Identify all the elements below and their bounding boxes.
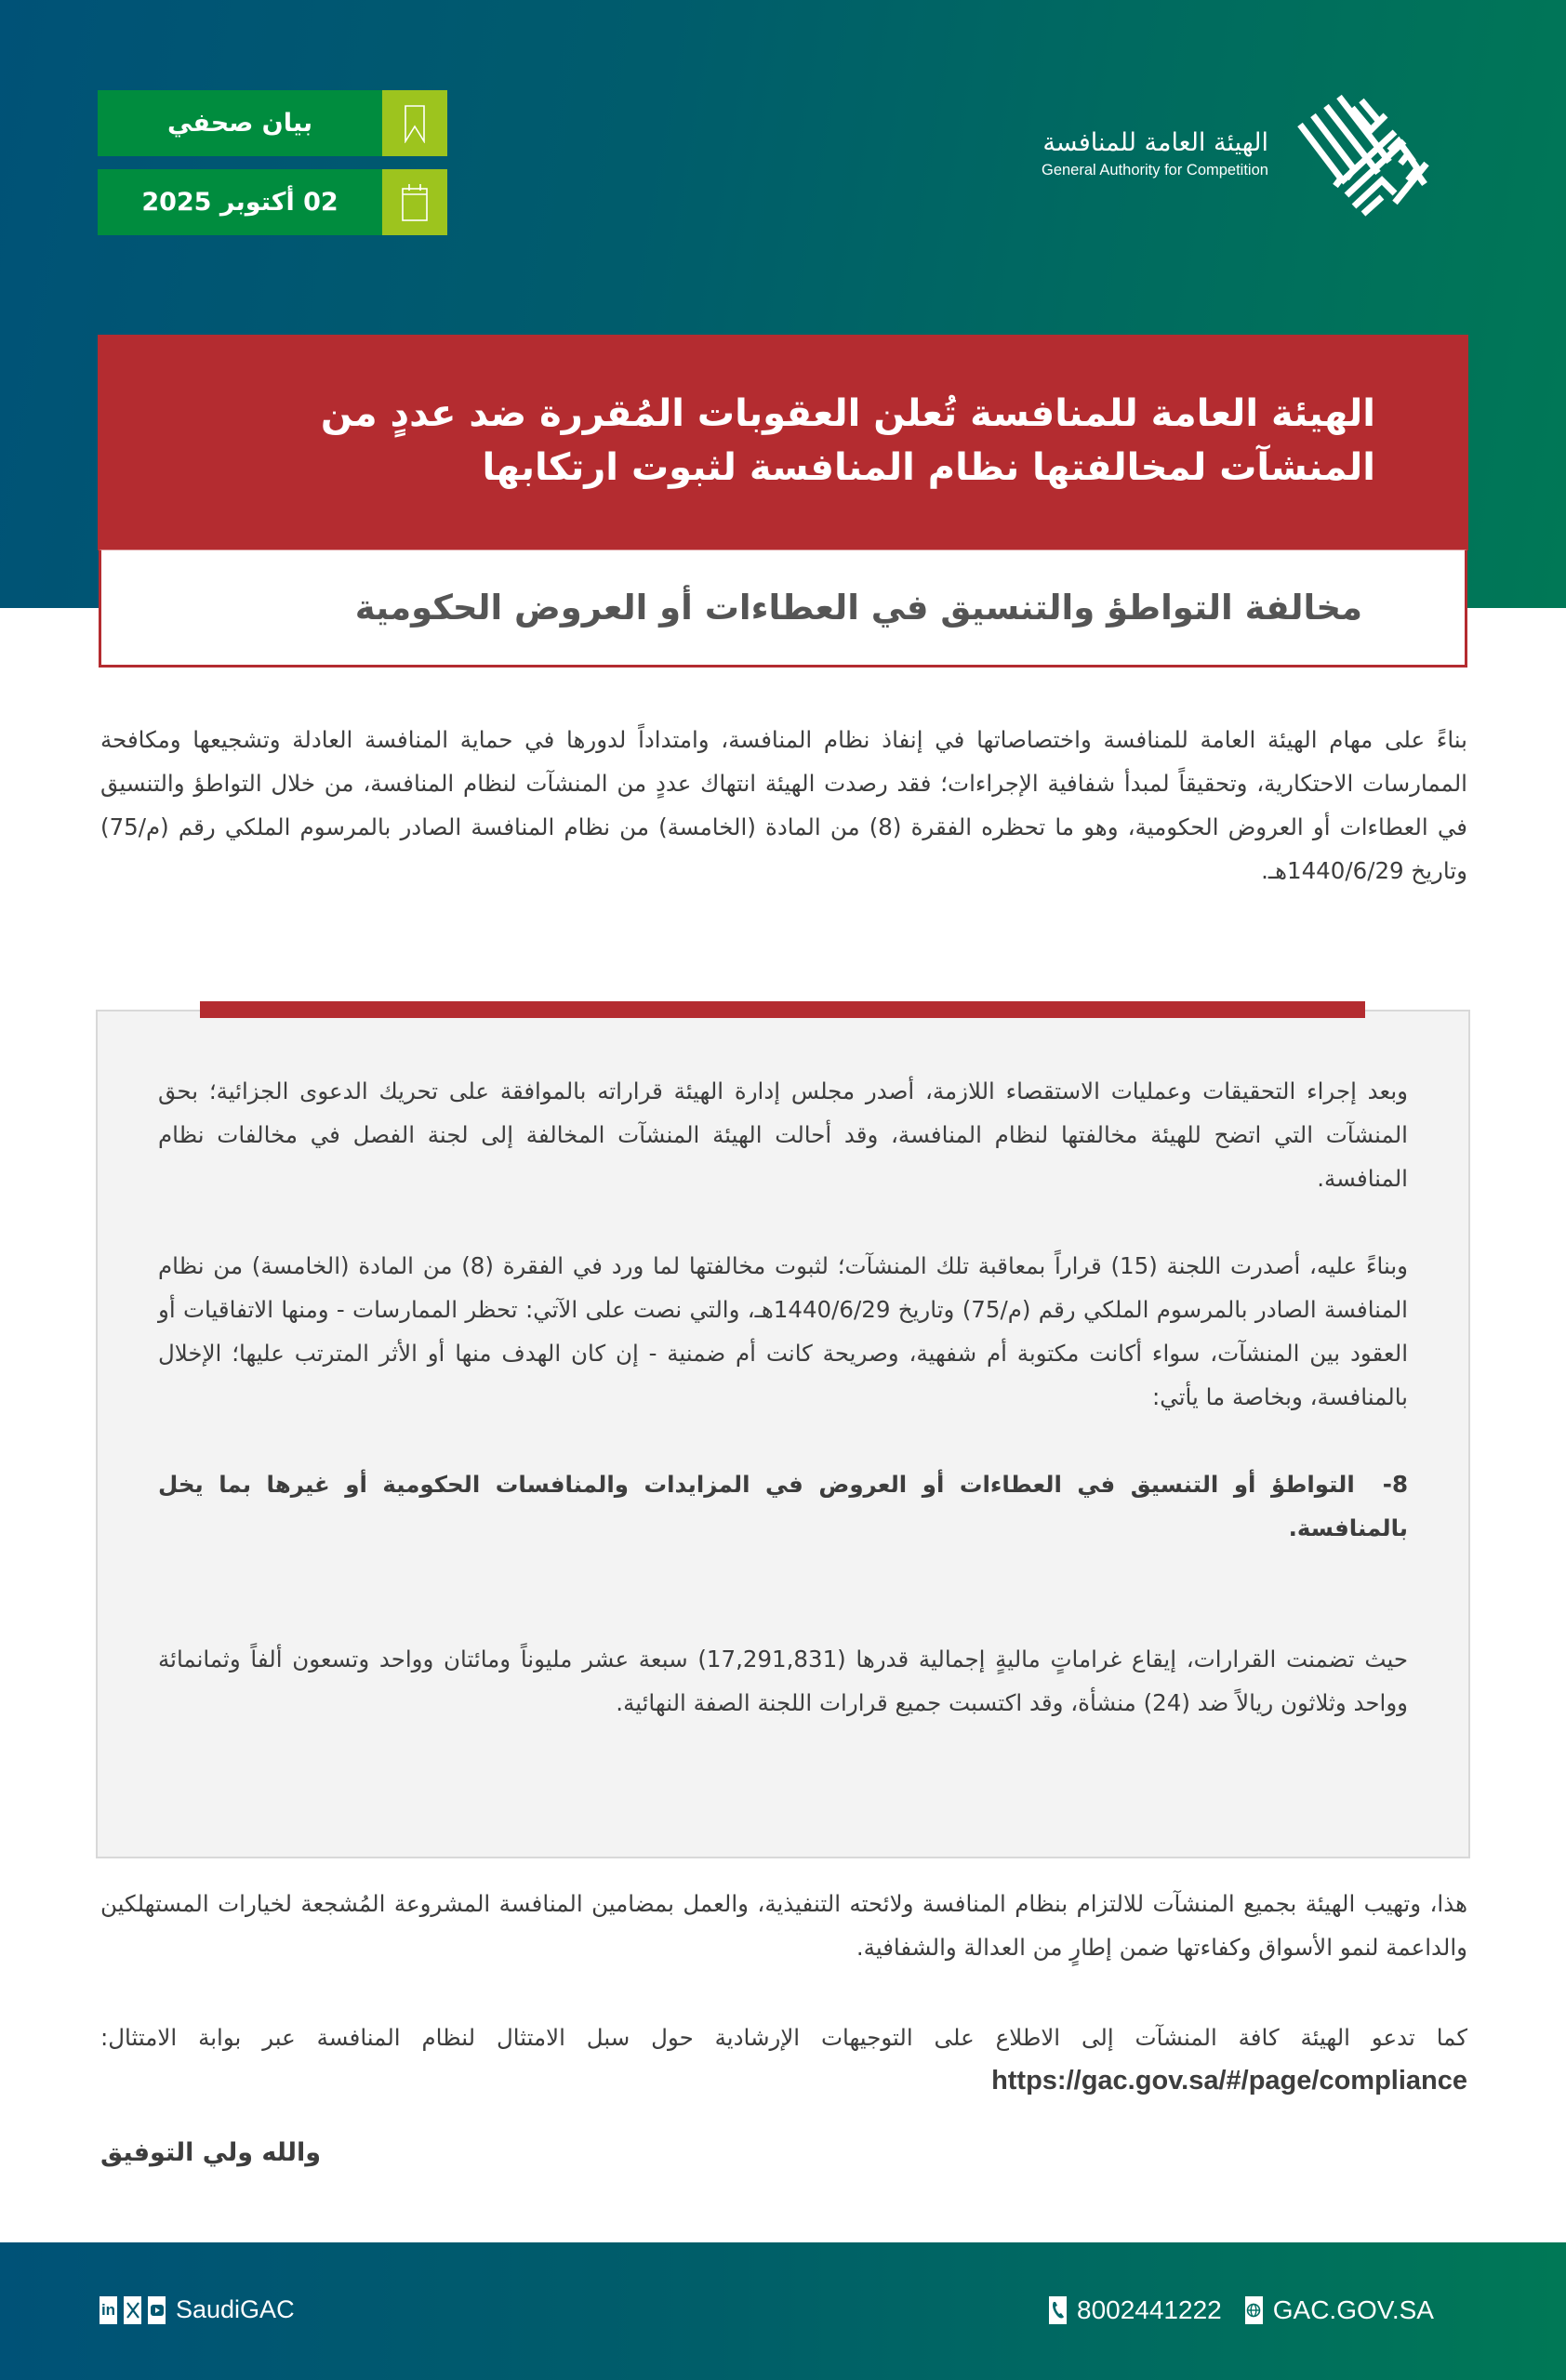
accent-bar (200, 1001, 1365, 1018)
gac-emblem-icon (1285, 89, 1443, 219)
logo-name-en: General Authority for Competition (1042, 162, 1268, 178)
intro-paragraph: بناءً على مهام الهيئة العامة للمنافسة واختصاصاتها في إنفاذ نظام المنافسة، وامتداداً لدورها في حماية المنافسة العادلة وتشجيعها ومكافحة الممارسات الاحتكارية، وتحقيقاً لمبدأ شفافية الإجراءات؛ فقد رصدت الهيئة انتهاك عددٍ من المنشآت لنظام المنافسة، من خلال التواطؤ والتنسيق في العطاءات أو العروض الحكومية، وهو ما تحظره الفقرة (8) من المادة (الخامسة) من نظام المنافسة الصادر بالمرسوم الملكي رقم (م/75) وتاريخ 1440/6/29هـ. (100, 726, 1467, 884)
clause-number: 8- (1382, 1471, 1408, 1498)
globe-icon (1245, 2296, 1263, 2324)
page-title: الهيئة العامة للمنافسة تُعلن العقوبات المُقررة ضد عددٍ من المنشآت لمخالفتها نظام المنافسة لثبوت ارتكابها (320, 392, 1375, 489)
headline-box (98, 335, 1468, 550)
logo-name-ar: الهيئة العامة للمنافسة (1042, 128, 1268, 157)
fines-paragraph: حيث تضمنت القرارات، إيقاع غراماتٍ ماليةٍ إجمالية قدرها (17,291,831) سبعة عشر مليوناً ومائتان وواحد وتسعون ألفاً وثمانمائة وواحد وثلاثون ريالاً ضد (24) منشأة، وقد اكتسبت جميع قرارات اللجنة الصفة النهائية. (158, 1646, 1408, 1716)
signoff: والله ولي التوفيق (100, 2138, 321, 2167)
youtube-icon[interactable] (148, 2296, 166, 2324)
contact-info (1049, 2295, 1457, 2325)
social-links (100, 2295, 295, 2324)
social-handle[interactable]: SaudiGAC (176, 2295, 295, 2323)
x-icon[interactable] (124, 2296, 141, 2324)
page-subtitle: مخالفة التواطؤ والتنسيق في العطاءات أو العروض الحكومية (354, 588, 1362, 628)
details-box (96, 1010, 1470, 1858)
subtitle-box (99, 549, 1467, 668)
date-tag (98, 169, 447, 235)
date-label: 02 أكتوبر 2025 (98, 169, 382, 235)
footer (0, 2242, 1566, 2380)
press-release-tag (98, 90, 447, 156)
website-link[interactable]: GAC.GOV.SA (1272, 2295, 1434, 2324)
phone-number[interactable]: 8002441222 (1077, 2295, 1222, 2324)
closing-paragraph: هذا، وتهيب الهيئة بجميع المنشآت للالتزام بنظام المنافسة ولائحته التنفيذية، والعمل بمضامين المنافسة المشروعة المُشجعة لخيارات المستهلكين والداعمة لنمو الأسواق وكفاءتها ضمن إطارٍ من العدالة والشفافية. (100, 1890, 1467, 1961)
compliance-paragraph (100, 2016, 1467, 2103)
gac-logo (1042, 89, 1469, 219)
compliance-text: كما تدعو الهيئة كافة المنشآت إلى الاطلاع على التوجيهات الإرشادية حول سبل الامتثال لنظام المنافسة عبر بوابة الامتثال: (100, 2024, 1467, 2051)
bookmark-icon (382, 90, 447, 156)
tag-label: بيان صحفي (98, 90, 382, 156)
investigation-paragraph: وبعد إجراء التحقيقات وعمليات الاستقصاء اللازمة، أصدر مجلس إدارة الهيئة قراراته بالموافقة على تحريك الدعوى الجزائية؛ بحق المنشآت التي اتضح للهيئة مخالفتها لنظام المنافسة، وقد أحالت الهيئة المنشآت المخالفة إلى لجنة الفصل في مخالفات نظام المنافسة. (158, 1078, 1408, 1192)
phone-icon (1049, 2296, 1067, 2324)
linkedin-icon[interactable]: in (100, 2296, 117, 2324)
compliance-link[interactable]: https://gac.gov.sa/#/page/compliance (991, 2066, 1467, 2096)
decisions-paragraph: وبناءً عليه، أصدرت اللجنة (15) قراراً بمعاقبة تلك المنشآت؛ لثبوت مخالفتها لما ورد في الفقرة (8) من المادة (الخامسة) من نظام المنافسة الصادر بالمرسوم الملكي رقم (م/75) وتاريخ 1440/6/29هـ، والتي نصت على الآتي: تحظر الممارسات - ومنها الاتفاقيات أو العقود بين المنشآت، سواء أكانت مكتوبة أم شفهية، وصريحة كانت أم ضمنية - إن كان الهدف منها أو الأثر المترتب عليها؛ الإخلال بالمنافسة، وبخاصة ما يأتي: (158, 1252, 1408, 1410)
calendar-icon (382, 169, 447, 235)
clause-text: التواطؤ أو التنسيق في العطاءات أو العروض في المزايدات والمنافسات الحكومية أو غيرها بما يخل بالمنافسة. (158, 1471, 1408, 1541)
quoted-clause (158, 1462, 1408, 1550)
